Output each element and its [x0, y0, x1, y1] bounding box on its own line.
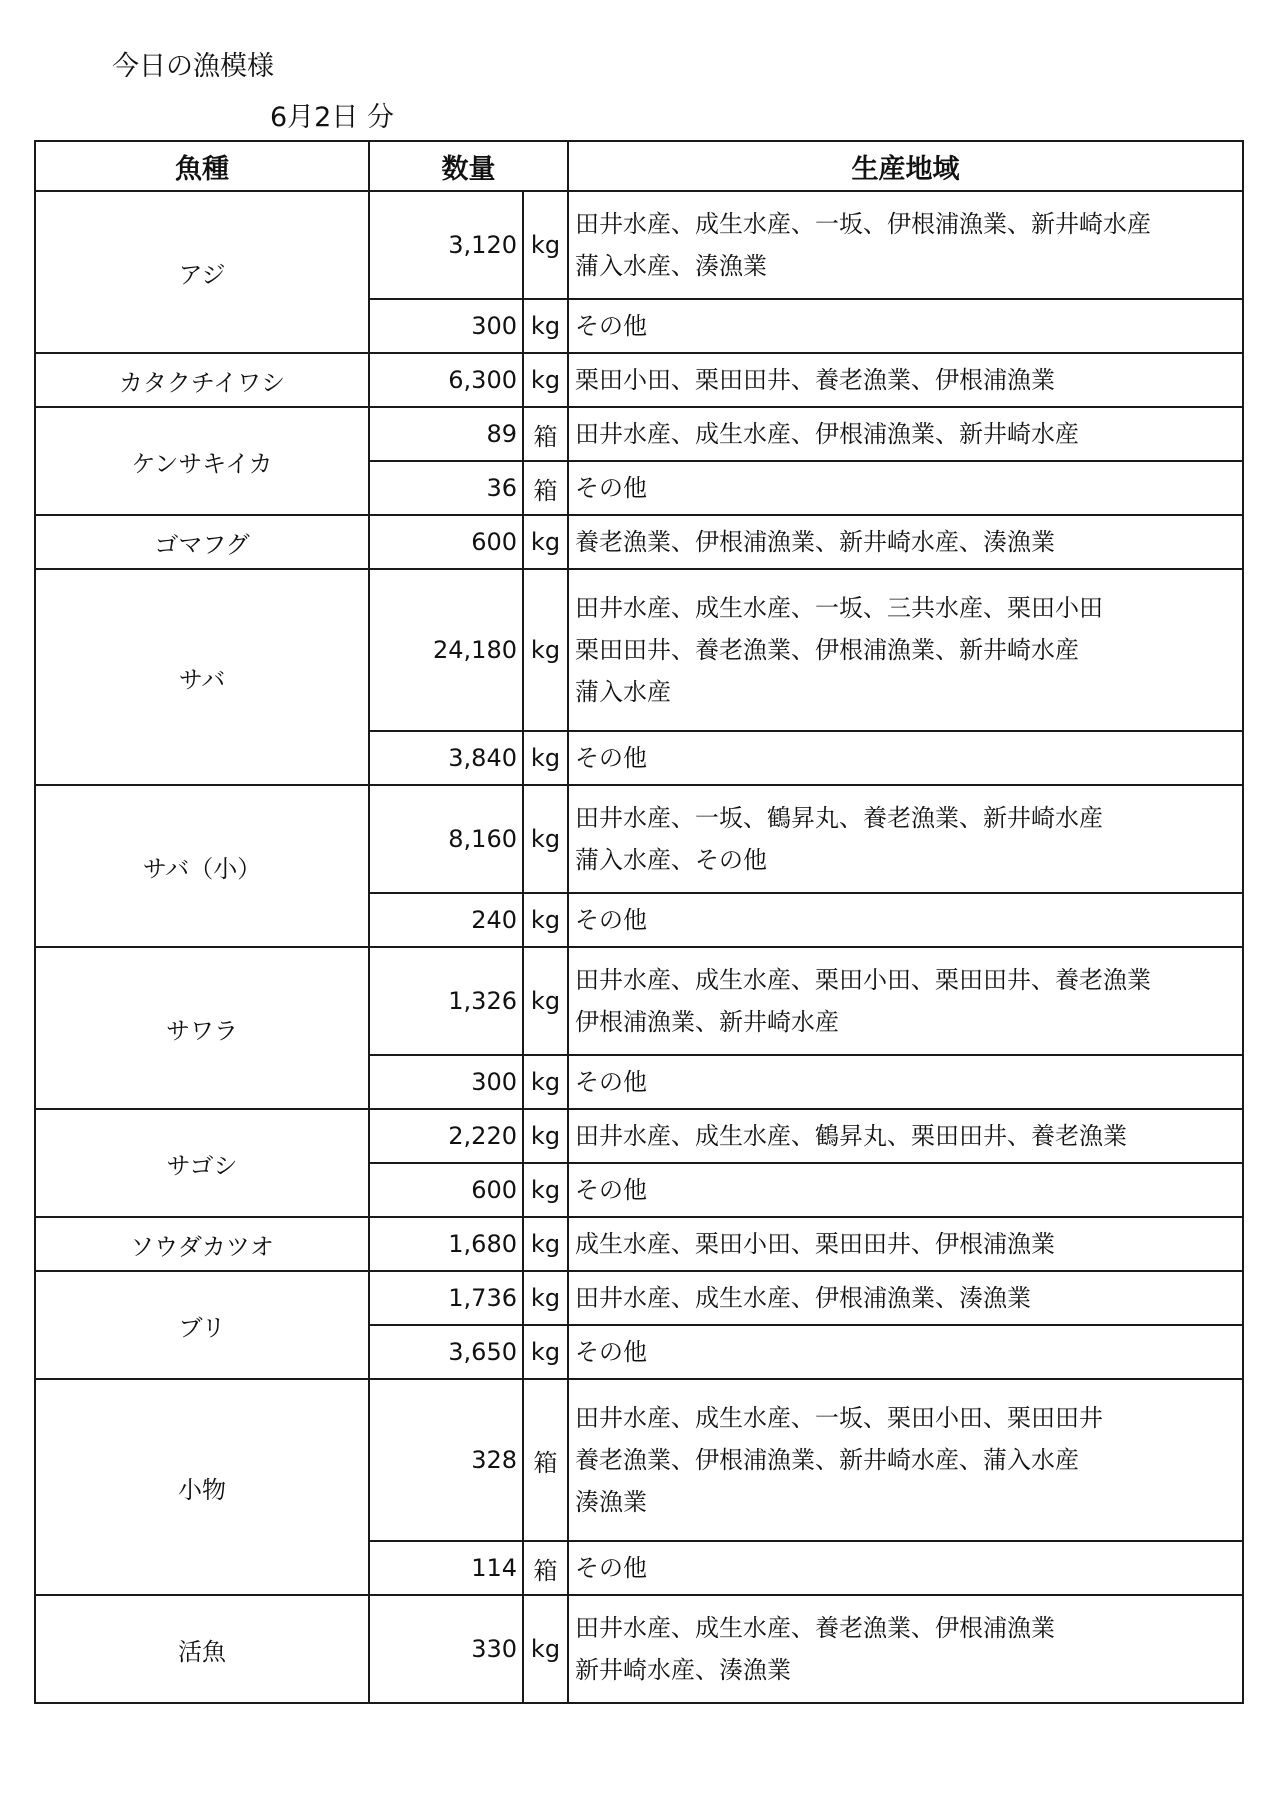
origin-line: 湊漁業	[575, 1488, 647, 1516]
quantity-cell: 24,180	[369, 569, 523, 731]
header-quantity: 数量	[369, 141, 568, 191]
origin-line: 田井水産、成生水産、伊根浦漁業、湊漁業	[575, 1284, 1031, 1312]
origin-cell	[568, 1325, 1243, 1379]
quantity-cell: 3,120	[369, 191, 523, 299]
origin-line: 田井水産、一坂、鶴昇丸、養老漁業、新井崎水産	[575, 804, 1103, 832]
origin-line: その他	[575, 1554, 647, 1582]
table-header-row	[35, 141, 1243, 191]
unit-cell: kg	[523, 1217, 568, 1271]
unit-cell: kg	[523, 1271, 568, 1325]
origin-line: 養老漁業、伊根浦漁業、新井崎水産、蒲入水産	[575, 1446, 1079, 1474]
unit-cell: kg	[523, 1163, 568, 1217]
quantity-cell: 3,840	[369, 731, 523, 785]
table-row	[35, 1379, 1243, 1541]
origin-line: 養老漁業、伊根浦漁業、新井崎水産、湊漁業	[575, 528, 1055, 556]
unit-cell: kg	[523, 1595, 568, 1703]
quantity-cell: 6,300	[369, 353, 523, 407]
table-row	[35, 407, 1243, 461]
origin-line: 田井水産、成生水産、一坂、三共水産、栗田小田	[575, 594, 1103, 622]
origin-cell	[568, 1217, 1243, 1271]
quantity-cell: 240	[369, 893, 523, 947]
table-row	[35, 1109, 1243, 1163]
unit-cell: kg	[523, 299, 568, 353]
report-date: 6月2日 分	[270, 102, 394, 133]
quantity-cell: 1,326	[369, 947, 523, 1055]
origin-line: その他	[575, 744, 647, 772]
origin-line: 田井水産、成生水産、伊根浦漁業、新井崎水産	[575, 420, 1079, 448]
table-row	[35, 353, 1243, 407]
catch-table	[34, 140, 1244, 1704]
origin-cell	[568, 299, 1243, 353]
quantity-cell: 328	[369, 1379, 523, 1541]
origin-line: 新井崎水産、湊漁業	[575, 1656, 791, 1684]
unit-cell: kg	[523, 1109, 568, 1163]
origin-cell	[568, 1109, 1243, 1163]
origin-cell	[568, 353, 1243, 407]
origin-line: その他	[575, 1338, 647, 1366]
origin-cell	[568, 1271, 1243, 1325]
quantity-cell: 8,160	[369, 785, 523, 893]
origin-line: その他	[575, 906, 647, 934]
origin-cell	[568, 1541, 1243, 1595]
table-row	[35, 515, 1243, 569]
unit-cell: kg	[523, 191, 568, 299]
origin-cell	[568, 731, 1243, 785]
table-row	[35, 1271, 1243, 1325]
origin-line: 田井水産、成生水産、鶴昇丸、栗田田井、養老漁業	[575, 1122, 1127, 1150]
origin-line: 蒲入水産	[575, 678, 671, 706]
origin-line: 田井水産、成生水産、養老漁業、伊根浦漁業	[575, 1614, 1055, 1642]
origin-line: 蒲入水産、その他	[575, 846, 767, 874]
quantity-cell: 300	[369, 1055, 523, 1109]
origin-cell	[568, 1055, 1243, 1109]
origin-cell	[568, 515, 1243, 569]
quantity-cell: 89	[369, 407, 523, 461]
table-row	[35, 1217, 1243, 1271]
quantity-cell: 36	[369, 461, 523, 515]
table-row	[35, 1595, 1243, 1703]
origin-line: その他	[575, 312, 647, 340]
species-cell: ブリ	[35, 1271, 369, 1379]
origin-line: その他	[575, 1176, 647, 1204]
unit-cell: kg	[523, 1325, 568, 1379]
species-cell: ゴマフグ	[35, 515, 369, 569]
unit-cell: 箱	[523, 407, 568, 461]
origin-cell	[568, 1595, 1243, 1703]
origin-cell	[568, 893, 1243, 947]
quantity-cell: 300	[369, 299, 523, 353]
quantity-cell: 600	[369, 1163, 523, 1217]
unit-cell: kg	[523, 947, 568, 1055]
quantity-cell: 3,650	[369, 1325, 523, 1379]
unit-cell: 箱	[523, 461, 568, 515]
unit-cell: kg	[523, 785, 568, 893]
origin-cell	[568, 785, 1243, 893]
origin-line: 蒲入水産、湊漁業	[575, 252, 767, 280]
quantity-cell: 330	[369, 1595, 523, 1703]
quantity-cell: 1,680	[369, 1217, 523, 1271]
quantity-cell: 1,736	[369, 1271, 523, 1325]
origin-cell	[568, 1163, 1243, 1217]
table-row	[35, 191, 1243, 299]
unit-cell: 箱	[523, 1379, 568, 1541]
unit-cell: kg	[523, 1055, 568, 1109]
unit-cell: kg	[523, 731, 568, 785]
species-cell: サワラ	[35, 947, 369, 1109]
species-cell: サバ	[35, 569, 369, 785]
species-cell: 活魚	[35, 1595, 369, 1703]
origin-cell	[568, 461, 1243, 515]
origin-cell	[568, 569, 1243, 731]
origin-line: 田井水産、成生水産、栗田小田、栗田田井、養老漁業	[575, 966, 1151, 994]
unit-cell: 箱	[523, 1541, 568, 1595]
origin-line: 栗田田井、養老漁業、伊根浦漁業、新井崎水産	[575, 636, 1079, 664]
unit-cell: kg	[523, 569, 568, 731]
table-body	[35, 191, 1243, 1703]
origin-cell	[568, 191, 1243, 299]
unit-cell: kg	[523, 515, 568, 569]
table-row	[35, 947, 1243, 1055]
origin-line: 栗田小田、栗田田井、養老漁業、伊根浦漁業	[575, 366, 1055, 394]
origin-line: 田井水産、成生水産、一坂、伊根浦漁業、新井崎水産	[575, 210, 1151, 238]
quantity-cell: 2,220	[369, 1109, 523, 1163]
origin-cell	[568, 407, 1243, 461]
species-cell: 小物	[35, 1379, 369, 1595]
header-species: 魚種	[35, 141, 369, 191]
origin-line: 田井水産、成生水産、一坂、栗田小田、栗田田井	[575, 1404, 1103, 1432]
origin-cell	[568, 947, 1243, 1055]
table-row	[35, 785, 1243, 893]
origin-line: 伊根浦漁業、新井崎水産	[575, 1008, 839, 1036]
quantity-cell: 600	[369, 515, 523, 569]
header-origin: 生産地域	[568, 141, 1243, 191]
species-cell: サゴシ	[35, 1109, 369, 1217]
origin-line: 成生水産、栗田小田、栗田田井、伊根浦漁業	[575, 1230, 1055, 1258]
quantity-cell: 114	[369, 1541, 523, 1595]
species-cell: カタクチイワシ	[35, 353, 369, 407]
species-cell: ケンサキイカ	[35, 407, 369, 515]
origin-line: その他	[575, 474, 647, 502]
page-title: 今日の漁模様	[112, 51, 274, 82]
species-cell: アジ	[35, 191, 369, 353]
species-cell: サバ（小）	[35, 785, 369, 947]
species-cell: ソウダカツオ	[35, 1217, 369, 1271]
origin-line: その他	[575, 1068, 647, 1096]
unit-cell: kg	[523, 893, 568, 947]
table-row	[35, 569, 1243, 731]
origin-cell	[568, 1379, 1243, 1541]
unit-cell: kg	[523, 353, 568, 407]
